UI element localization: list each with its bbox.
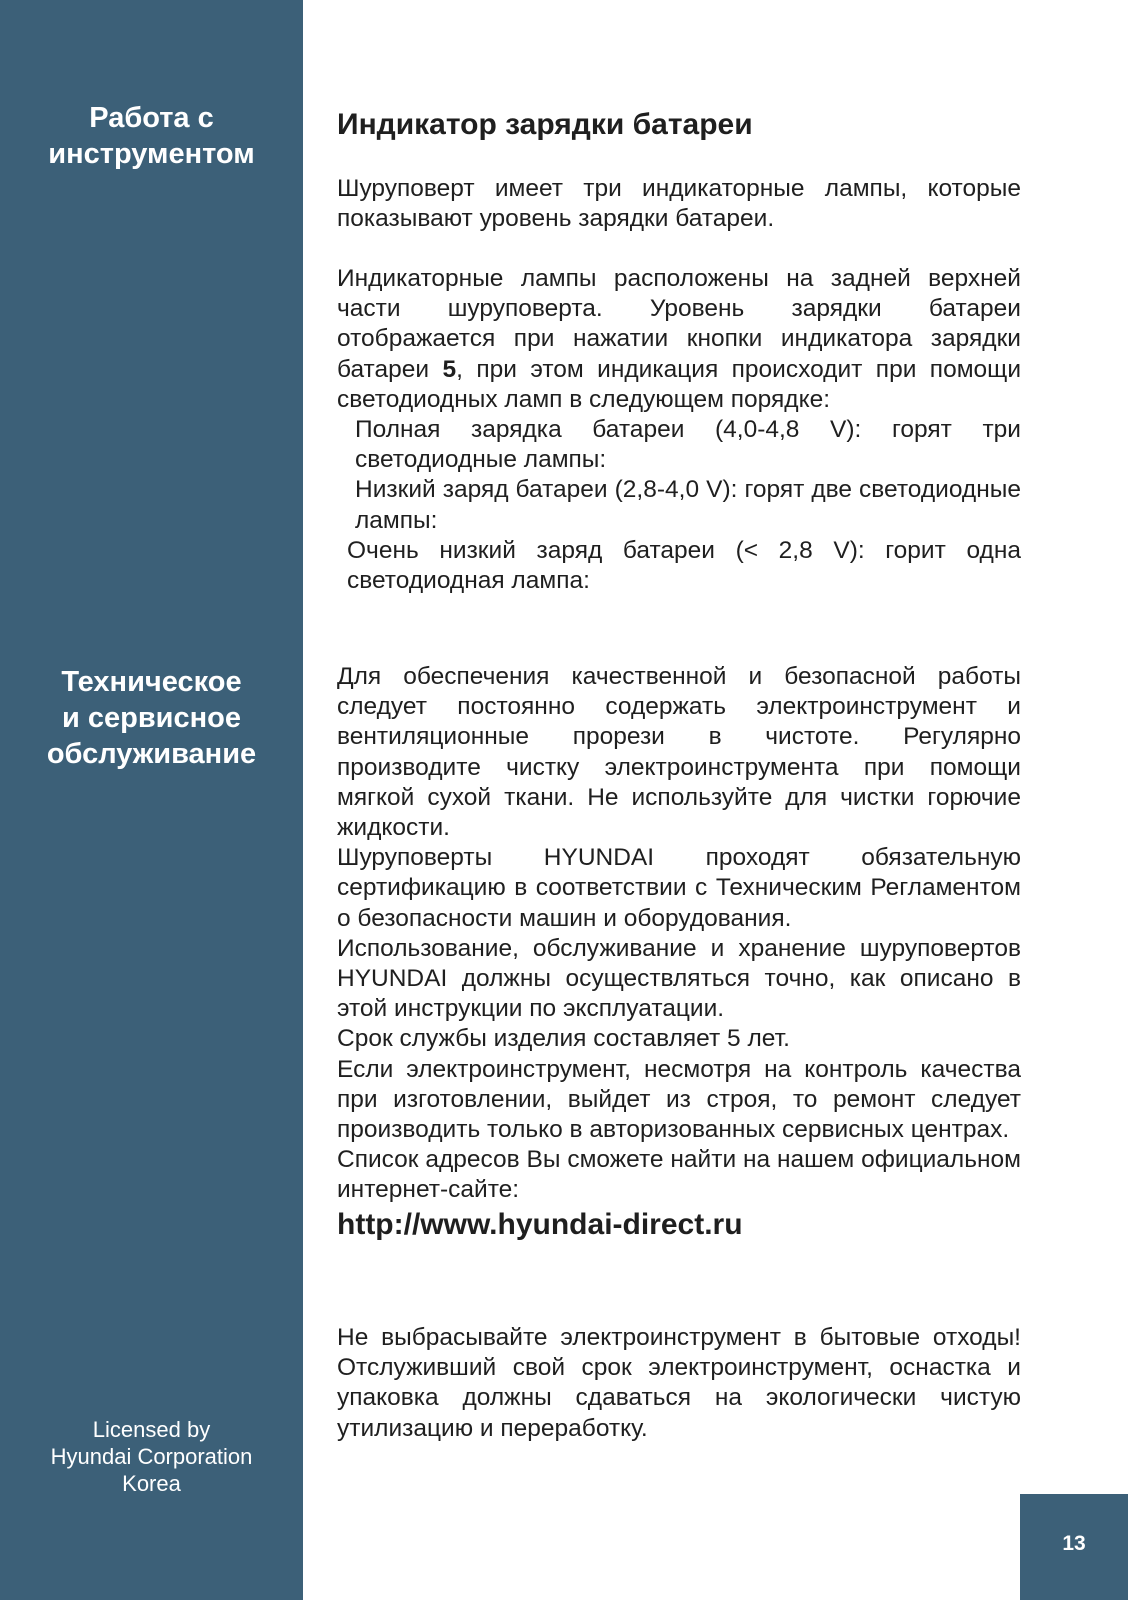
battery-level-full: Полная зарядка батареи (4,0-4,8 V): горят три светодиодные лампы: — [355, 416, 1021, 474]
licence-note — [0, 1416, 303, 1497]
section-heading-line: обслуживание — [46, 738, 257, 770]
repair-paragraph: Если электроинструмент, несмотря на контроль качества при изготовлении, выйдет из строя, то ремонт следует производить только в авторизованных сервисных центрах. — [337, 1055, 1021, 1144]
battery-level-low: Низкий заряд батареи (2,8-4,0 V): горят две светодиодные лампы: — [355, 476, 1021, 534]
battery-intro-paragraph: Шуруповерт имеет три индикаторные лампы, которые показывают уровень зарядки батареи. — [337, 175, 1021, 233]
battery-level-very-low: Очень низкий заряд батареи (< 2,8 V): горит одна светодиодная лампа: — [347, 536, 1021, 595]
page-number: 13 — [1062, 1532, 1086, 1555]
website-link[interactable]: http://www.hyundai-direct.ru — [337, 1207, 743, 1241]
licence-line: Korea — [122, 1471, 181, 1496]
lifetime-paragraph: Срок службы изделия составляет 5 лет. — [337, 1025, 790, 1053]
section-heading-line: инструментом — [48, 138, 255, 170]
page-number-box — [1020, 1494, 1128, 1600]
section-heading-service — [0, 664, 303, 772]
certification-paragraph: Шуруповерты HYUNDAI проходят обязательную сертификацию в соответствии с Техническим Регламентом о безопасности машин и оборудования. — [337, 844, 1021, 932]
licence-line: Hyundai Corporation — [50, 1444, 253, 1469]
addresses-paragraph: Список адресов Вы сможете найти на нашем официальном интернет-сайте: — [337, 1146, 1021, 1204]
section-heading-line: Техническое — [61, 666, 242, 698]
battery-indicator-paragraph — [337, 264, 1021, 596]
disposal-paragraph: Не выбрасывайте электроинструмент в бытовые отходы! Отслуживший свой срок электроинструмент, оснастка и упаковка должны сдаваться на экологически чистую утилизацию и переработку. — [337, 1324, 1021, 1442]
page-title: Индикатор зарядки батареи — [337, 108, 753, 141]
paragraph-text: Индикаторные лампы расположены на задней верхней части шуруповерта. Уровень зарядки батареи отображается при нажатии кнопки индикатора зарядки батареи — [337, 265, 1021, 383]
section-heading-line: Работа с — [89, 102, 214, 134]
button-number: 5 — [442, 355, 457, 383]
section-heading-work — [0, 100, 303, 172]
sidebar — [0, 0, 303, 1600]
service-text — [337, 662, 1021, 1242]
paragraph-text: , при этом индикация происходит при помощи светодиодных ламп в следующем порядке: — [337, 355, 1022, 413]
usage-paragraph: Использование, обслуживание и хранение шуруповертов HYUNDAI должны осуществляться точно, как описано в этой инструкции по эксплуатации. — [337, 934, 1021, 1023]
licence-line: Licensed by — [92, 1417, 211, 1442]
section-heading-line: и сервисное — [62, 702, 241, 734]
service-paragraph: Для обеспечения качественной и безопасной работы следует постоянно содержать электроинструмент и вентиляционные прорези в чистоте. Регулярно производите чистку электроинструмента при помощи мягкой сухой ткани. Не используйте для чистки горючие жидкости. — [337, 663, 1021, 842]
